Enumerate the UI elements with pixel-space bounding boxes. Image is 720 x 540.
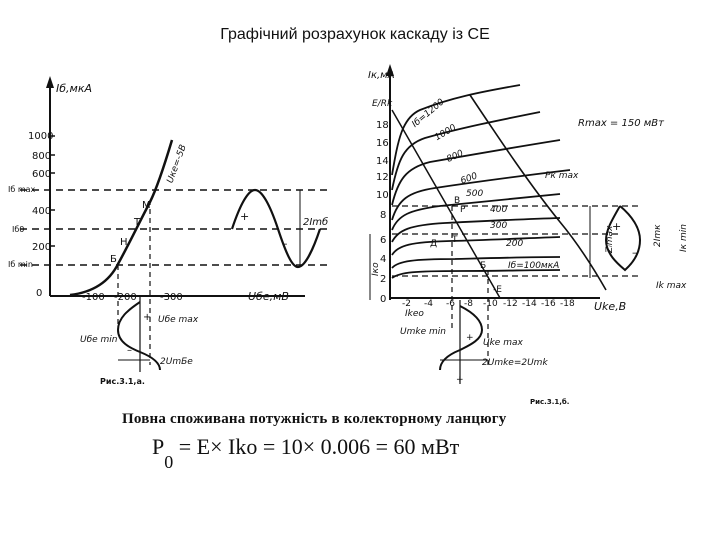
formula-sub: 0 xyxy=(164,452,174,472)
svg-text:+: + xyxy=(612,220,622,233)
right-caption: Рис.3.1,б. xyxy=(530,398,570,406)
family-label: Iб=1200 xyxy=(410,97,447,130)
right-x-tick: -18 xyxy=(560,299,575,309)
left-x-label: Uбе,мВ xyxy=(248,290,289,303)
left-y-tick: 600 xyxy=(32,169,52,180)
left-level-label: Iб0 xyxy=(12,225,25,234)
left-y-tick: 800 xyxy=(32,151,52,162)
right-x-tick: -14 xyxy=(522,299,537,309)
family-label: 400 xyxy=(490,205,508,215)
right-y-tick: 10 xyxy=(376,190,389,201)
point-label: Д xyxy=(430,239,438,249)
bottom-label: 2Umke=2Umk xyxy=(482,358,548,368)
pmax-label: Pк max xyxy=(545,171,579,181)
point-label: Н xyxy=(120,237,128,248)
left-x-tick: -300 xyxy=(160,292,183,303)
side-label: Zᵢmax xyxy=(605,225,615,253)
right-y-tick: 16 xyxy=(376,138,389,149)
bottom-label: Uke max xyxy=(483,338,523,348)
right-y-tick: 6 xyxy=(380,235,387,246)
load-label: E/Rk xyxy=(372,99,393,109)
right-x-label: Uke,B xyxy=(594,300,627,313)
left-level-label: Iб min xyxy=(8,260,33,269)
point-label: В xyxy=(454,196,461,206)
left-y-tick: 0 xyxy=(36,288,43,299)
bottom-label: Uбе max xyxy=(158,315,199,325)
formula-lhs: P xyxy=(152,434,165,459)
svg-text:–: – xyxy=(127,345,132,356)
left-level-label: Iб max xyxy=(8,185,36,194)
family-label: 600 xyxy=(459,171,479,187)
family-label: Iб=100мкА xyxy=(508,261,560,271)
out-label: 2Imк xyxy=(653,224,663,247)
subtitle: Повна споживана потужність в колекторному ланцюгу xyxy=(122,411,507,427)
family-label: 300 xyxy=(490,221,508,231)
family-label: 500 xyxy=(466,189,484,199)
svg-text:+: + xyxy=(456,375,464,385)
right-x-tick: -2 xyxy=(402,299,411,309)
right-x-tick: -10 xyxy=(483,299,498,309)
right-y-tick: 2 xyxy=(380,274,387,285)
right-y-tick: 14 xyxy=(376,156,389,167)
point-label: Б xyxy=(110,254,117,265)
svg-text:–: – xyxy=(282,237,288,250)
point-label: Т xyxy=(134,217,141,228)
left-x-tick: -200 xyxy=(114,292,137,303)
curve-label: Uкe=-5В xyxy=(165,143,189,185)
bottom-label: Uбе min xyxy=(80,335,118,345)
right-x-tick: -16 xyxy=(541,299,556,309)
out-label: Iк min xyxy=(679,224,689,252)
point-label: Б xyxy=(480,261,487,271)
family-label: 200 xyxy=(506,239,524,249)
bottom-label: 2UmБе xyxy=(160,357,193,367)
svg-text:+: + xyxy=(240,210,250,223)
right-y-label: Iк,мА xyxy=(368,70,395,81)
right-y-tick: 0 xyxy=(380,294,387,305)
left-y-label: Iб,мкА xyxy=(56,82,92,95)
point-label: М xyxy=(142,200,151,211)
rmax-label: Rmax = 150 мВт xyxy=(578,118,664,129)
right-x-tick: -6 xyxy=(446,299,455,309)
power-formula xyxy=(152,434,460,472)
bottom-label: Ikeo xyxy=(405,309,424,319)
left-y-tick: 1000 xyxy=(28,131,54,142)
left-caption: Рис.3.1,а. xyxy=(100,377,145,386)
svg-text:–: – xyxy=(632,246,638,259)
right-x-tick: -4 xyxy=(424,299,433,309)
page-title: Графічний розрахунок каскаду із CE xyxy=(220,26,490,43)
family-label: 1000 xyxy=(433,122,459,144)
left-y-tick: 400 xyxy=(32,206,52,217)
input-amp-label: 2Imб xyxy=(303,217,329,228)
right-y-tick: 8 xyxy=(380,210,387,221)
left-x-tick: -100 xyxy=(82,292,105,303)
right-y-tick: 12 xyxy=(376,172,389,183)
right-y-tick: 18 xyxy=(376,120,389,131)
point-label: Т xyxy=(452,235,458,245)
left-y-tick: 200 xyxy=(32,242,52,253)
svg-text:+: + xyxy=(466,333,474,343)
family-label: 800 xyxy=(445,148,466,165)
point-label: Р xyxy=(460,205,466,215)
formula-rhs: = E× Iko = 10× 0.006 = 60 мВт xyxy=(173,434,460,459)
right-x-tick: -8 xyxy=(464,299,473,309)
right-y-tick: 4 xyxy=(380,254,387,265)
bottom-label: Umke min xyxy=(400,327,446,337)
svg-text:+: + xyxy=(143,312,152,323)
out-label: Ik max xyxy=(656,281,687,291)
right-x-tick: -12 xyxy=(503,299,518,309)
side-label: Iко xyxy=(371,262,381,276)
point-label: -Е xyxy=(493,285,502,295)
